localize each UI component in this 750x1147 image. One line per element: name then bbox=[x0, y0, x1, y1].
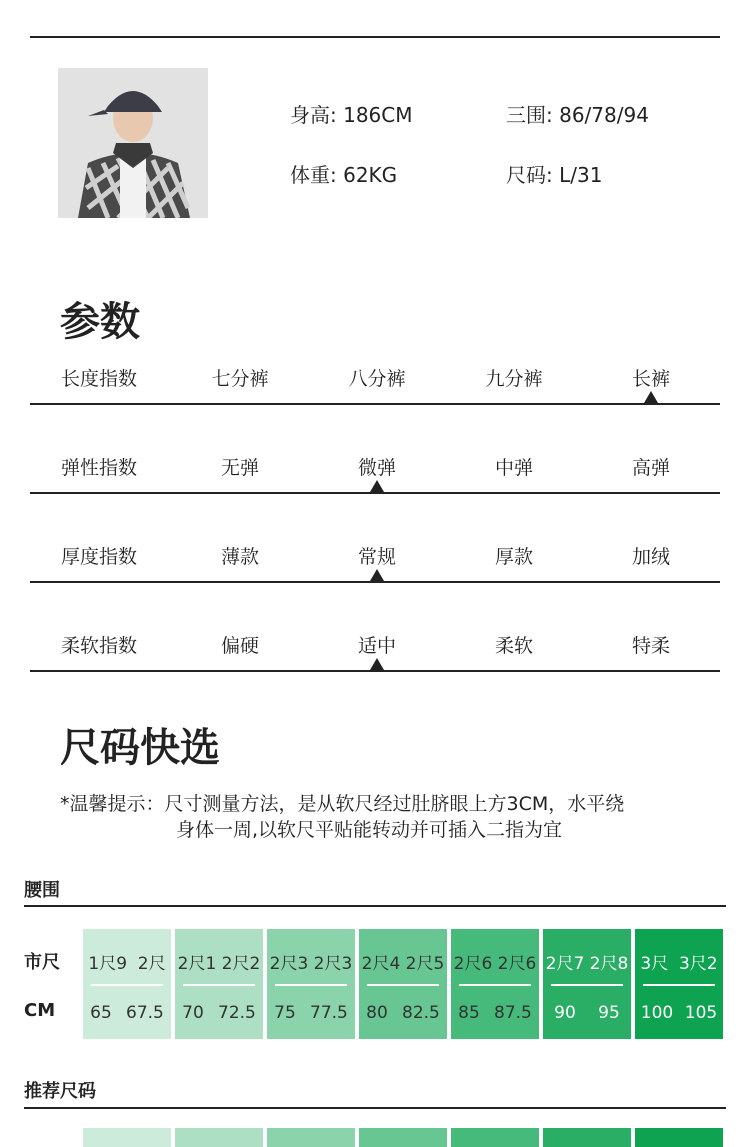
chi-values bbox=[543, 949, 631, 974]
chi-value: 2尺4 bbox=[361, 954, 401, 974]
waist-size-column[interactable] bbox=[267, 929, 355, 1039]
param-option: 厚款 bbox=[494, 546, 533, 568]
param-option: 七分裤 bbox=[211, 368, 269, 390]
cm-value: 67.5 bbox=[126, 1003, 164, 1023]
waist-size-column[interactable] bbox=[635, 929, 723, 1039]
cm-value: 77.5 bbox=[310, 1003, 348, 1023]
chi-value: 1尺9 bbox=[88, 954, 128, 974]
cm-values bbox=[451, 1003, 539, 1023]
column-separator bbox=[643, 984, 715, 986]
cm-value: 75 bbox=[274, 1003, 296, 1023]
column-separator bbox=[275, 984, 347, 986]
param-option: 八分裤 bbox=[348, 368, 406, 390]
param-option: 高弹 bbox=[631, 457, 670, 479]
recommend-size-cell[interactable] bbox=[359, 1128, 447, 1147]
params-title: 参数 bbox=[60, 299, 140, 345]
chi-value: 2尺3 bbox=[313, 954, 353, 974]
param-option: 九分裤 bbox=[485, 368, 543, 390]
param-option: 柔软 bbox=[494, 635, 533, 657]
cm-value: 95 bbox=[598, 1003, 620, 1023]
selected-marker-icon bbox=[370, 569, 384, 581]
selected-marker-icon bbox=[370, 480, 384, 492]
chi-value: 2尺8 bbox=[589, 954, 629, 974]
cm-value: 72.5 bbox=[218, 1003, 256, 1023]
cm-value: 105 bbox=[684, 1003, 718, 1023]
selected-marker-icon bbox=[370, 658, 384, 670]
chi-value: 2尺5 bbox=[405, 954, 445, 974]
model-photo bbox=[58, 68, 208, 218]
param-option: 适中 bbox=[357, 635, 396, 657]
cm-value: 100 bbox=[640, 1003, 674, 1023]
cm-values bbox=[175, 1003, 263, 1023]
param-option: 长裤 bbox=[631, 368, 670, 390]
recommend-size-cell[interactable] bbox=[175, 1128, 263, 1147]
chi-value: 3尺2 bbox=[678, 954, 718, 974]
param-option: 常规 bbox=[357, 546, 396, 568]
cm-value: 87.5 bbox=[494, 1003, 532, 1023]
param-row-label: 弹性指数 bbox=[61, 457, 138, 479]
param-option: 微弹 bbox=[357, 457, 396, 479]
cm-value: 85 bbox=[458, 1003, 480, 1023]
cm-value: 80 bbox=[366, 1003, 388, 1023]
recommend-divider bbox=[24, 1107, 726, 1109]
cm-values bbox=[543, 1003, 631, 1023]
param-row-label: 厚度指数 bbox=[61, 546, 138, 568]
model-height: 身高: 186CM bbox=[290, 103, 413, 127]
chi-values bbox=[175, 949, 263, 974]
chi-values bbox=[635, 949, 723, 974]
recommend-size-cell[interactable] bbox=[635, 1128, 723, 1147]
recommend-size-title: 推荐尺码 bbox=[24, 1081, 96, 1102]
recommend-size-cell[interactable] bbox=[543, 1128, 631, 1147]
param-row-divider bbox=[30, 670, 720, 672]
recommend-size-cell[interactable] bbox=[83, 1128, 171, 1147]
model-weight: 体重: 62KG bbox=[290, 163, 398, 187]
param-option: 无弹 bbox=[220, 457, 259, 479]
column-separator bbox=[459, 984, 531, 986]
recommend-size-cell[interactable] bbox=[267, 1128, 355, 1147]
waist-divider bbox=[24, 905, 726, 907]
cm-values bbox=[267, 1003, 355, 1023]
chi-value: 2尺6 bbox=[497, 954, 537, 974]
chi-values bbox=[451, 949, 539, 974]
chi-value: 2尺3 bbox=[269, 954, 309, 974]
model-measurements: 三围: 86/78/94 bbox=[506, 103, 649, 127]
cm-value: 65 bbox=[90, 1003, 112, 1023]
param-row bbox=[30, 405, 720, 494]
param-option: 薄款 bbox=[220, 546, 259, 568]
chi-value: 2尺 bbox=[137, 954, 166, 974]
chi-value: 2尺2 bbox=[221, 954, 261, 974]
chi-values bbox=[83, 949, 171, 974]
column-separator bbox=[551, 984, 623, 986]
param-option: 偏硬 bbox=[220, 635, 259, 657]
cm-values bbox=[83, 1003, 171, 1023]
param-row bbox=[30, 494, 720, 583]
param-option: 加绒 bbox=[631, 546, 670, 568]
selected-marker-icon bbox=[644, 391, 658, 403]
param-row-label: 长度指数 bbox=[61, 368, 138, 390]
param-row bbox=[30, 316, 720, 405]
measurement-tip-line2: 身体一周,以软尺平贴能转动并可插入二指为宜 bbox=[176, 819, 563, 841]
waist-size-column[interactable] bbox=[543, 929, 631, 1039]
param-row-label: 柔软指数 bbox=[61, 635, 138, 657]
chi-value: 2尺6 bbox=[453, 954, 493, 974]
waist-title: 腰围 bbox=[24, 880, 60, 901]
cm-values bbox=[359, 1003, 447, 1023]
recommend-size-cell[interactable] bbox=[451, 1128, 539, 1147]
cm-values bbox=[635, 1003, 723, 1023]
chi-value: 2尺1 bbox=[177, 954, 217, 974]
measurement-tip-line1: *温馨提示：尺寸测量方法，是从软尺经过肚脐眼上方3CM，水平绕 bbox=[60, 793, 625, 815]
column-separator bbox=[183, 984, 255, 986]
waist-size-column[interactable] bbox=[451, 929, 539, 1039]
row-label-chi: 市尺 bbox=[24, 952, 60, 973]
waist-size-column[interactable] bbox=[175, 929, 263, 1039]
param-row bbox=[30, 583, 720, 672]
top-divider bbox=[30, 36, 720, 38]
chi-values bbox=[359, 949, 447, 974]
column-separator bbox=[91, 984, 163, 986]
cm-value: 90 bbox=[554, 1003, 576, 1023]
waist-size-column[interactable] bbox=[359, 929, 447, 1039]
model-size: 尺码: L/31 bbox=[506, 163, 603, 187]
waist-size-column[interactable] bbox=[83, 929, 171, 1039]
column-separator bbox=[367, 984, 439, 986]
chi-value: 2尺7 bbox=[545, 954, 585, 974]
row-label-cm: CM bbox=[24, 1000, 56, 1021]
cm-value: 70 bbox=[182, 1003, 204, 1023]
size-quick-select-title: 尺码快选 bbox=[60, 725, 220, 771]
param-option: 中弹 bbox=[494, 457, 533, 479]
chi-values bbox=[267, 949, 355, 974]
param-option: 特柔 bbox=[631, 635, 670, 657]
cm-value: 82.5 bbox=[402, 1003, 440, 1023]
chi-value: 3尺 bbox=[640, 954, 669, 974]
